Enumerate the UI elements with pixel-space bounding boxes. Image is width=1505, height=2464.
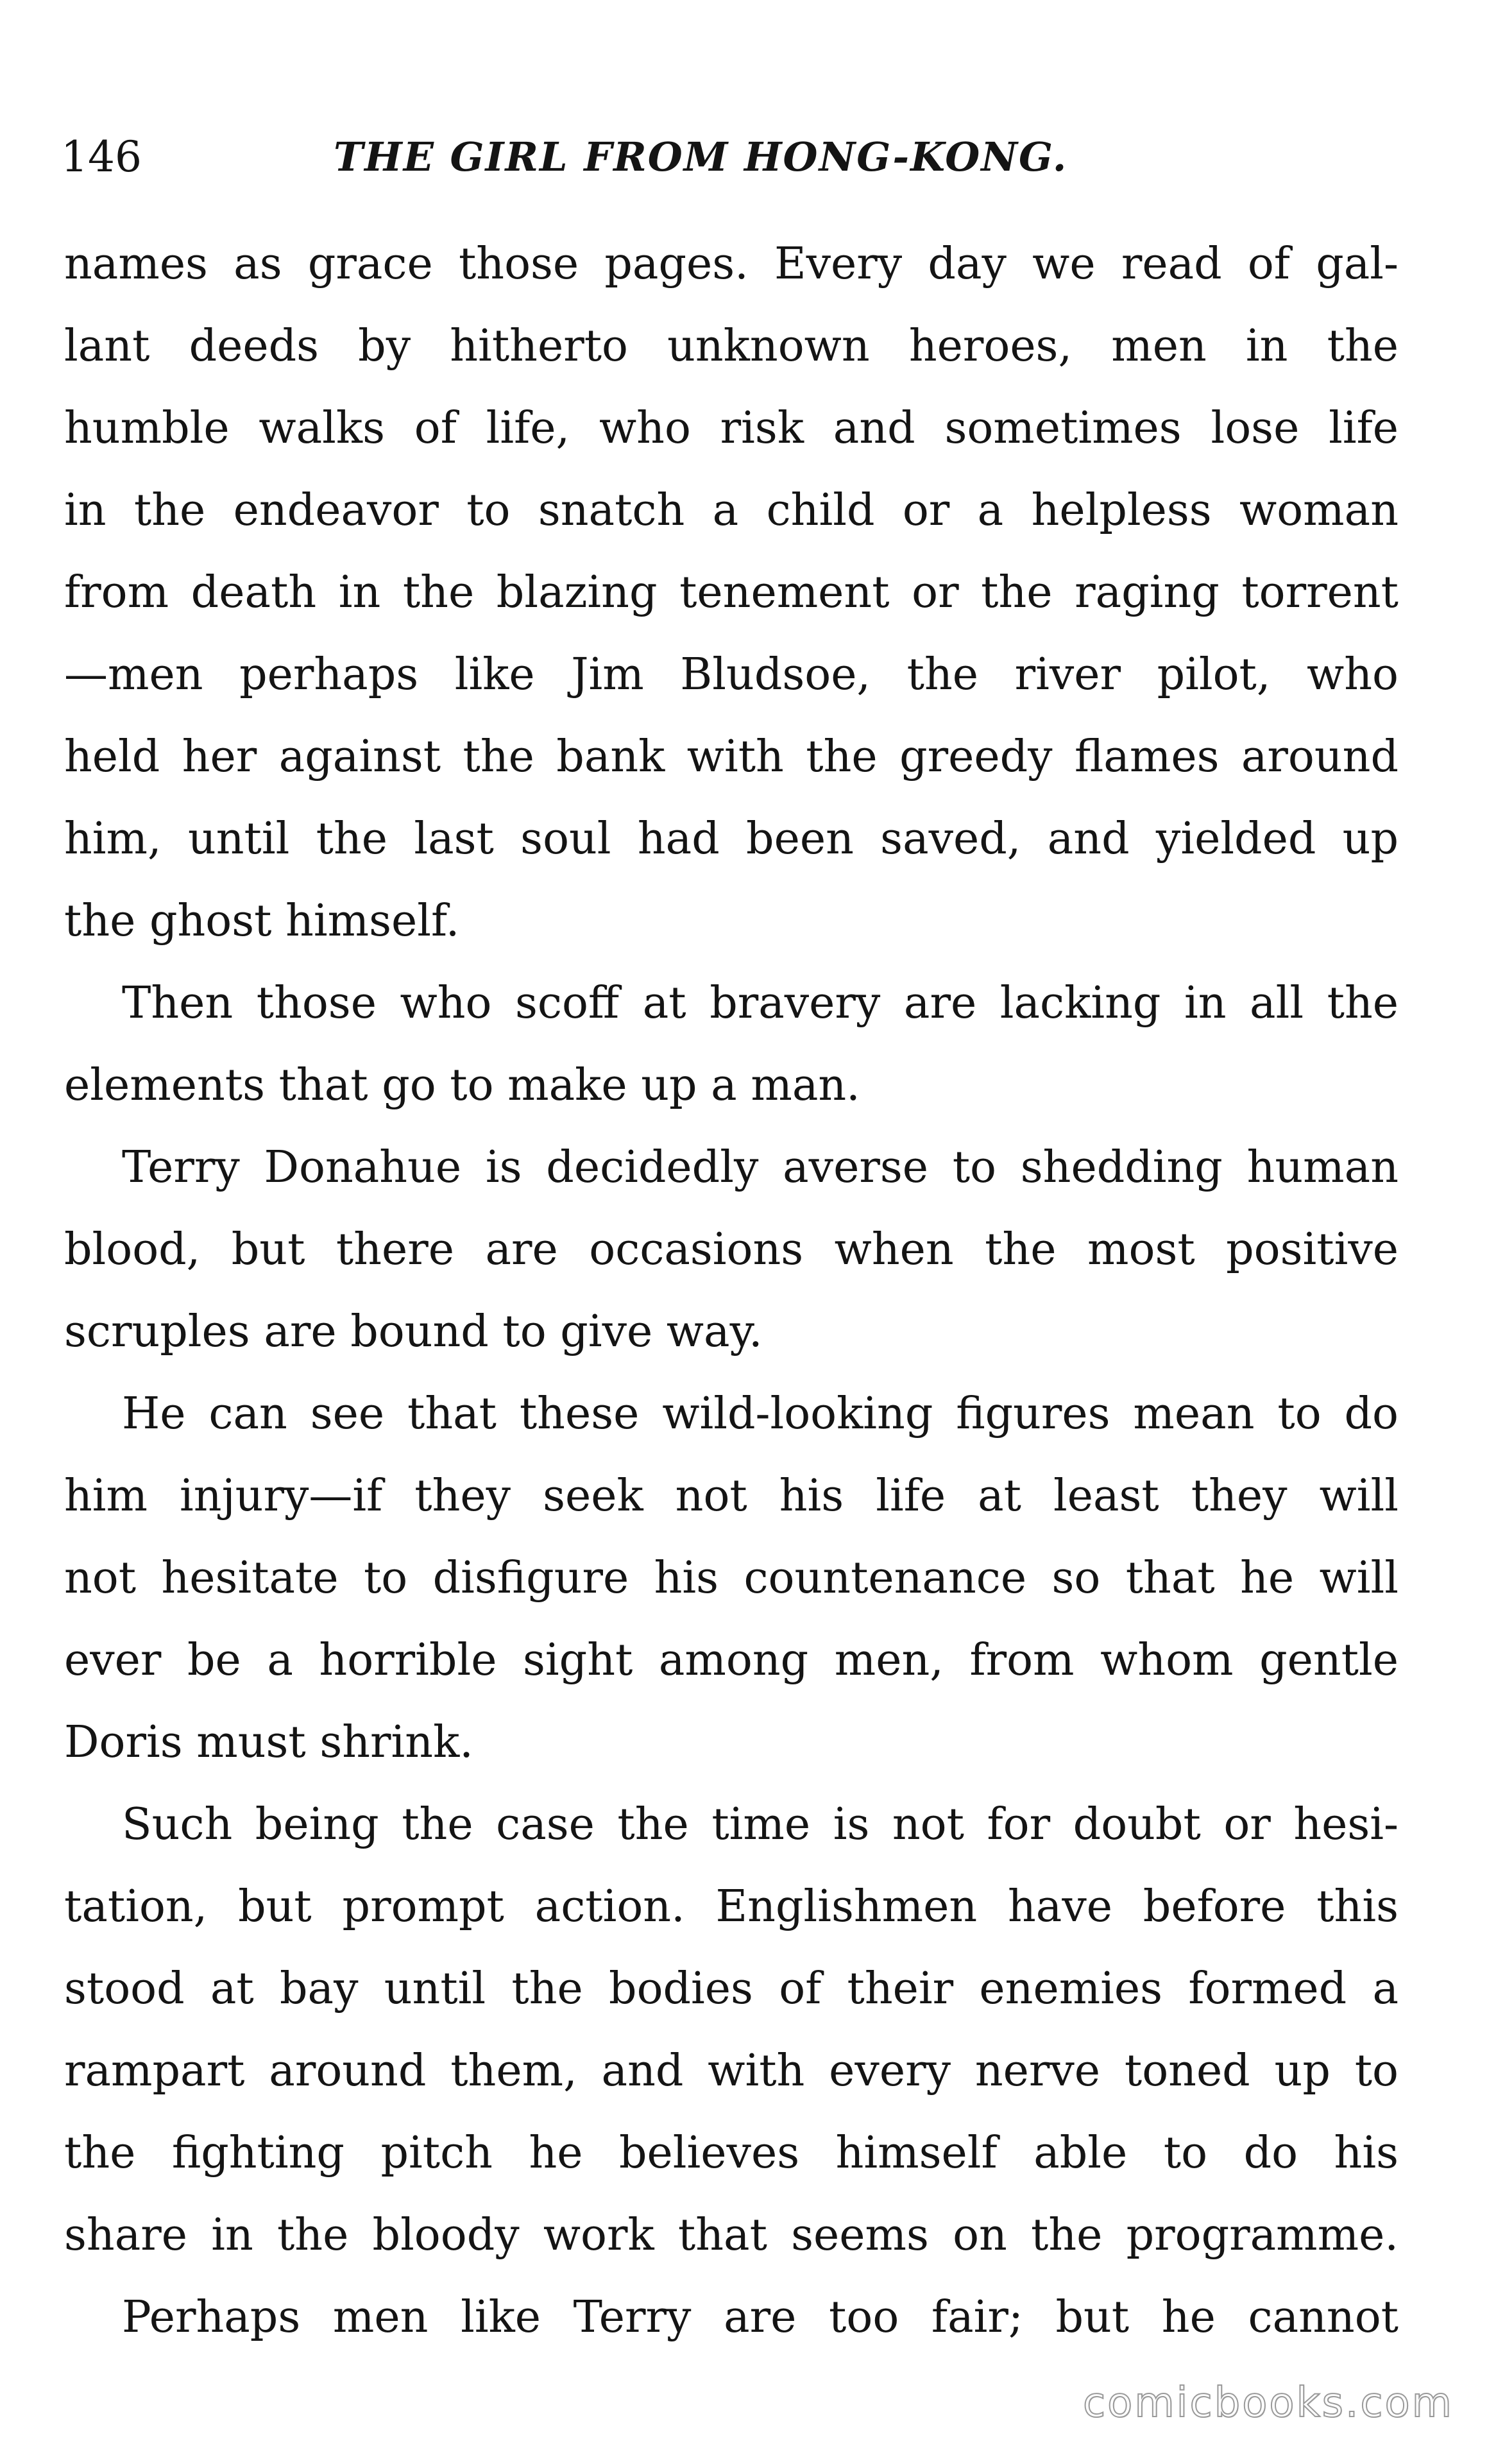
text-line: held her against the bank with the greedy flames around (64, 732, 1399, 782)
paragraph-start-line: Terry Donahue is decidedly averse to shedding human (122, 1142, 1399, 1193)
page-header (61, 132, 1395, 183)
text-line: in the endeavor to snatch a child or a helpless woman (64, 485, 1399, 536)
text-line: Doris must shrink. (64, 1717, 473, 1768)
text-line: share in the bloody work that seems on the programme. (64, 2210, 1399, 2261)
text-line: him injury—if they seek not his life at least they will (64, 1471, 1399, 1521)
paragraph-start-line: Perhaps men like Terry are too fair; but he cannot (122, 2292, 1399, 2343)
text-line: the fighting pitch he believes himself able to do his (64, 2128, 1399, 2178)
text-line: elements that go to make up a man. (64, 1060, 860, 1111)
text-line: —men perhaps like Jim Bludsoe, the river pilot, who (64, 649, 1399, 700)
text-line: blood, but there are occasions when the most positive (64, 1224, 1399, 1275)
text-line: stood at bay until the bodies of their enemies formed a (64, 1964, 1399, 2014)
text-line: rampart around them, and with every nerve toned up to (64, 2046, 1399, 2096)
body-text (64, 223, 1399, 2359)
text-line: humble walks of life, who risk and sometimes lose life (64, 403, 1399, 454)
paragraph-start-line: Then those who scoff at bravery are lacking in all the (122, 978, 1399, 1029)
text-line: not hesitate to disfigure his countenance so that he will (64, 1553, 1399, 1604)
text-line: scruples are bound to give way. (64, 1306, 763, 1357)
text-line: the ghost himself. (64, 896, 460, 946)
text-line: from death in the blazing tenement or the raging torrent (64, 567, 1399, 618)
paragraph-start-line: He can see that these wild-looking figures mean to do (122, 1389, 1399, 1439)
text-line: him, until the last soul had been saved, and yielded up (64, 814, 1399, 864)
text-line: lant deeds by hitherto unknown heroes, men in the (64, 321, 1399, 372)
text-line: tation, but prompt action. Englishmen have before this (64, 1881, 1399, 1932)
text-line: names as grace those pages. Every day we read of gal- (64, 239, 1399, 289)
paragraph-start-line: Such being the case the time is not for doubt or hesi- (122, 1799, 1399, 1850)
running-title: THE GIRL FROM HONG-KONG. (334, 133, 1068, 180)
page-number: 146 (61, 132, 142, 182)
text-line: ever be a horrible sight among men, from whom gentle (64, 1635, 1399, 1686)
site-watermark: comicbooks.com (1082, 2379, 1454, 2427)
